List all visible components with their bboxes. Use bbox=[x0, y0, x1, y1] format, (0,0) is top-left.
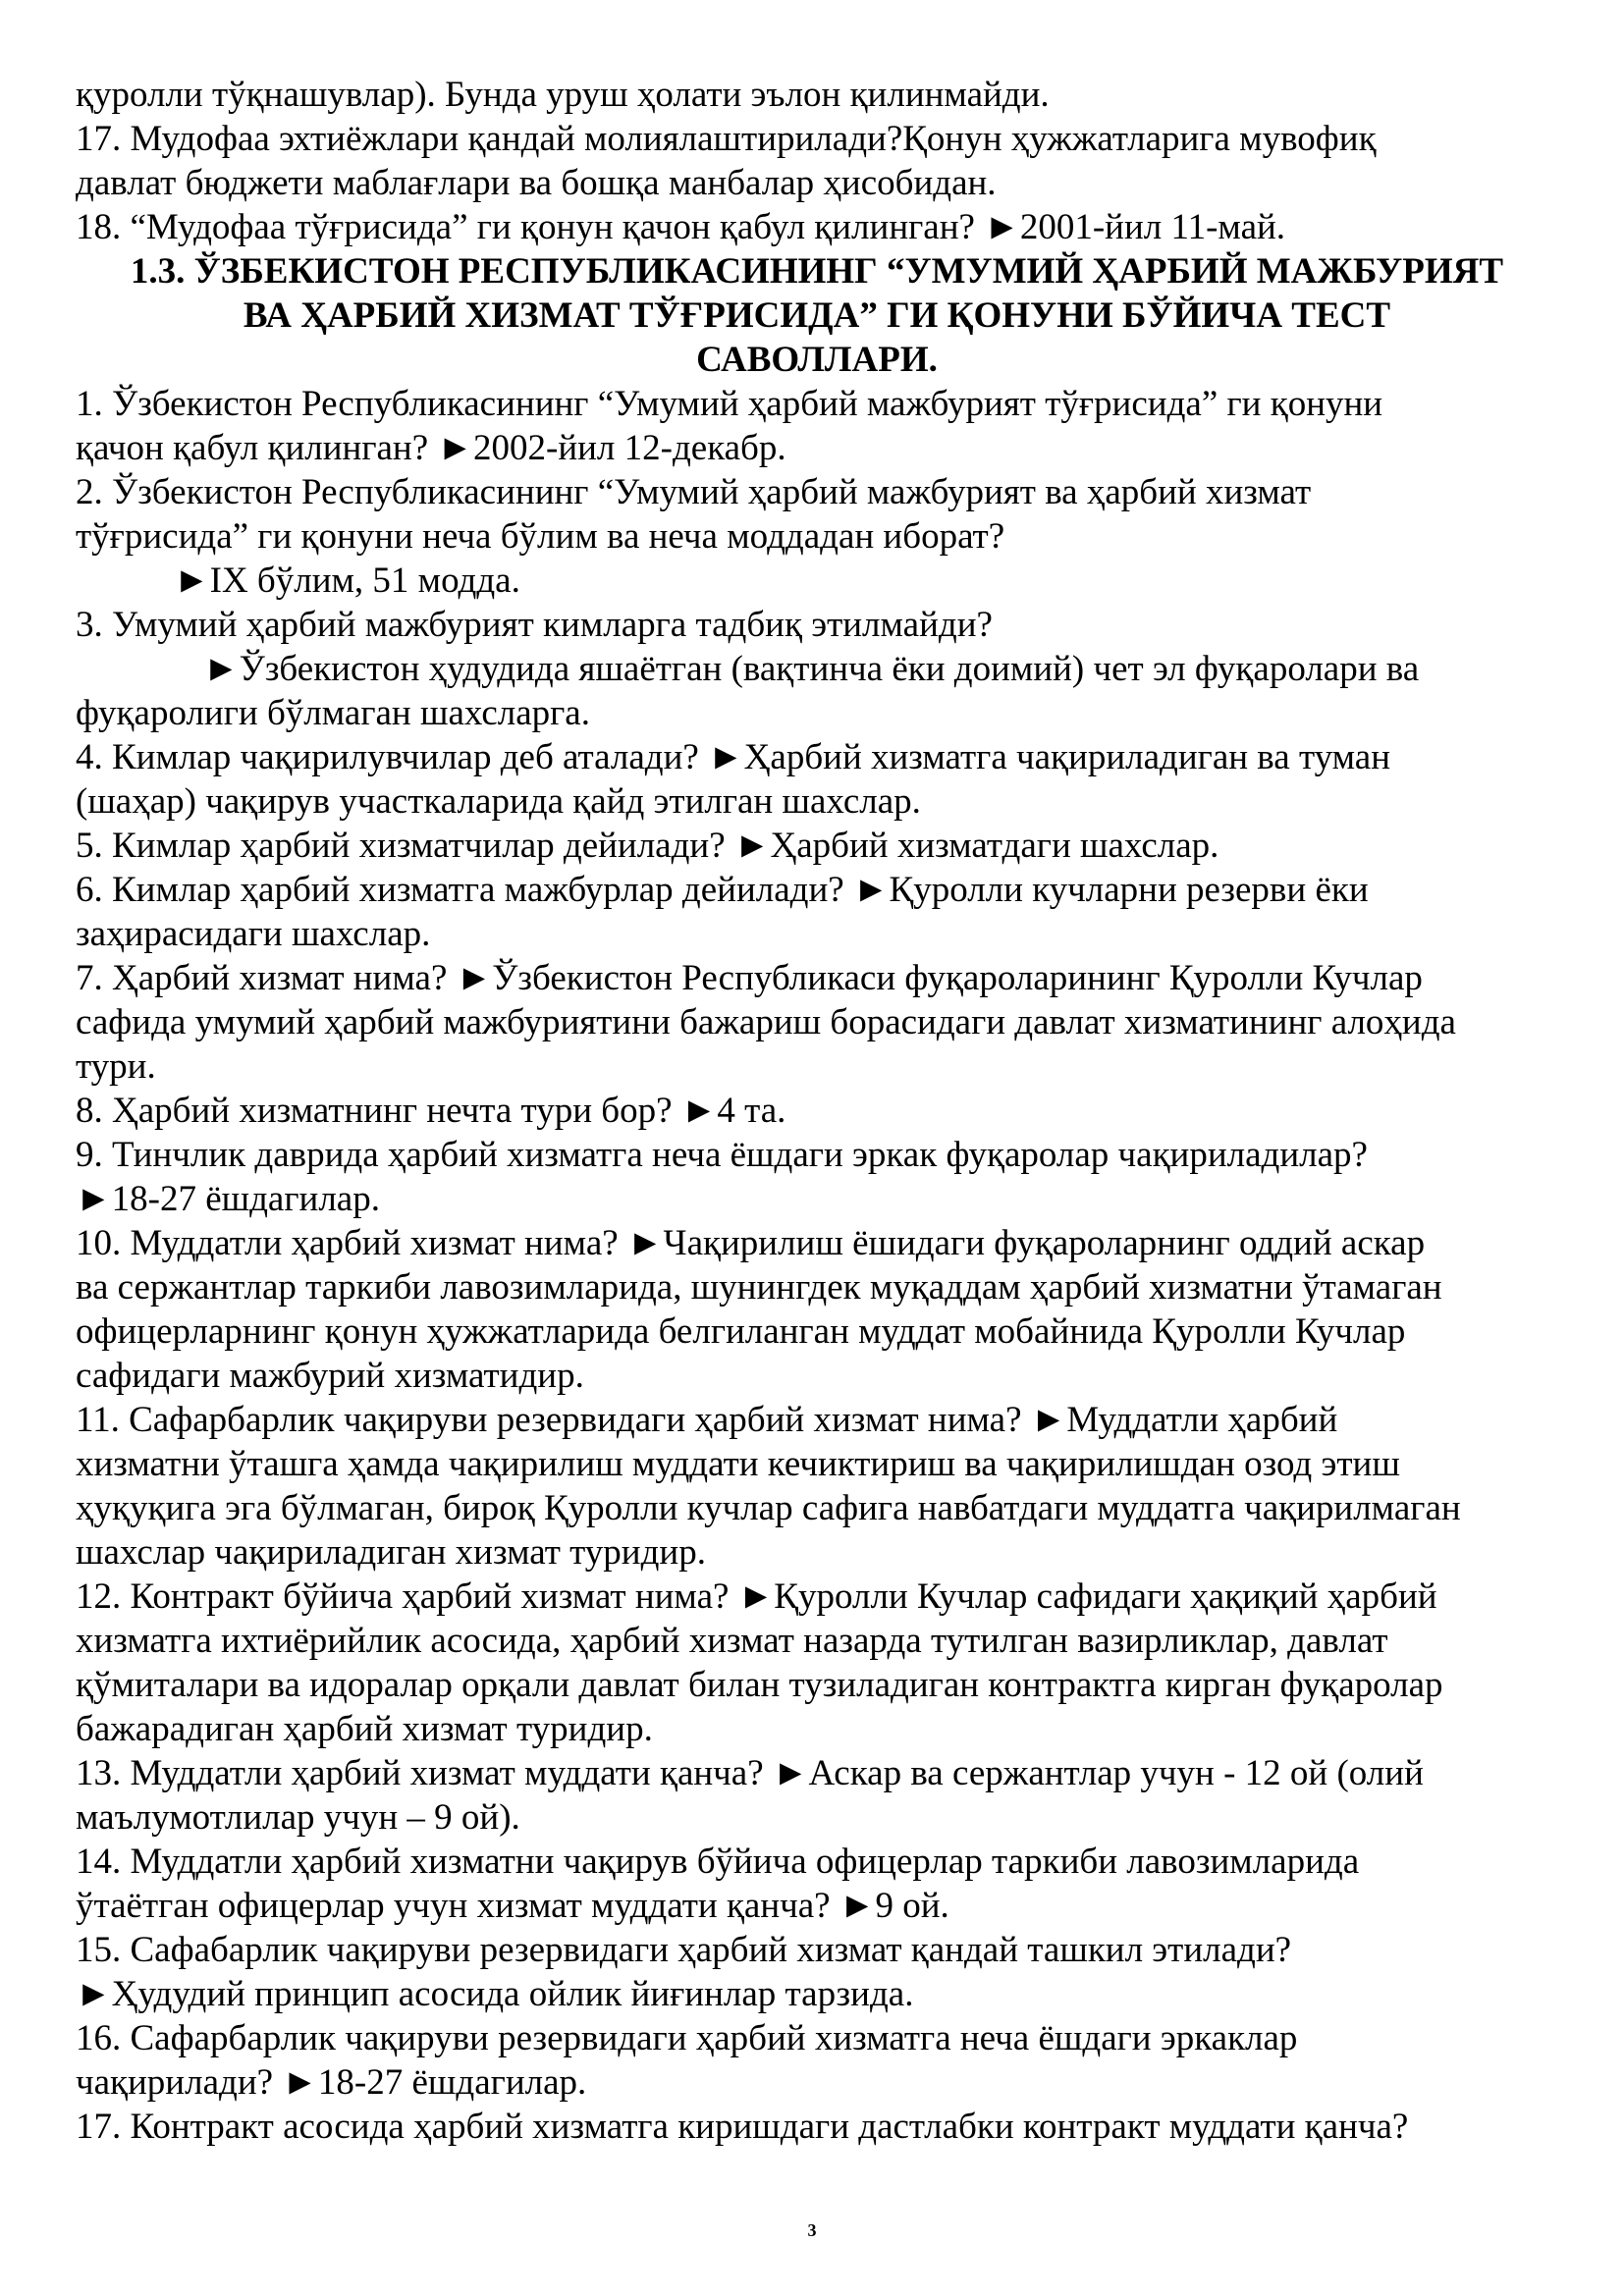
question-line: 9. Тинчлик даврида ҳарбий хизматга неча ёшдаги эркак фуқаролар чақириладилар? bbox=[76, 1135, 1368, 1175]
answer-line: тури. bbox=[76, 1046, 156, 1087]
page-number: 3 bbox=[807, 2220, 817, 2240]
answer-line: ►18-27 ёшдагилар. bbox=[76, 1179, 380, 1219]
document-page bbox=[76, 73, 1558, 2149]
answer-line: қачон қабул қилинган? ►2002-йил 12-декабр. bbox=[76, 428, 786, 468]
answer-line: ►Ҳудудий принцип асосида ойлик йиғинлар тарзида. bbox=[76, 1974, 914, 2014]
text-line: 17. Мудофаа эхтиёжлари қандай молиялаштирилади?Қонун ҳужжатларига мувофиқ bbox=[76, 119, 1377, 159]
text-line: давлат бюджети маблағлари ва бошқа манбалар ҳисобидан. bbox=[76, 163, 997, 203]
question-line: тўғрисида” ги қонуни неча бўлим ва неча моддадан иборат? bbox=[76, 516, 1005, 557]
answer-line: хизматни ўташга ҳамда чақирилиш муддати кечиктириш ва чақирилишдан озод этиш bbox=[76, 1444, 1400, 1484]
answer-line: сафида умумий ҳарбий мажбуриятини бажариш борасидаги давлат хизматининг алоҳида bbox=[76, 1002, 1456, 1042]
question-line: 15. Сафабарлик чақируви резервидаги ҳарбий хизмат қандай ташкил этилади? bbox=[76, 1930, 1292, 1970]
section-heading: ВА ҲАРБИЙ ХИЗМАТ ТЎҒРИСИДА” ГИ ҚОНУНИ БЎЙИЧА ТЕСТ bbox=[243, 295, 1391, 336]
answer-line: (шаҳар) чақирув участкаларида қайд этилган шахслар. bbox=[76, 781, 921, 822]
question-line: 6. Кимлар ҳарбий хизматга мажбурлар дейилади? ►Қуролли кучларни резерви ёки bbox=[76, 870, 1369, 910]
answer-line: фуқаролиги бўлмаган шахсларга. bbox=[76, 693, 590, 733]
answer-line: офицерларнинг қонун ҳужжатларида белгиланган муддат мобайнида Қуролли Кучлар bbox=[76, 1311, 1406, 1352]
question-line: 14. Муддатли ҳарбий хизматни чақирув бўйича офицерлар таркиби лавозимларида bbox=[76, 1842, 1360, 1882]
question-line: 1. Ўзбекистон Республикасининг “Умумий ҳарбий мажбурият тўғрисида” ги қонуни bbox=[76, 384, 1383, 424]
question-line: 12. Контракт бўйича ҳарбий хизмат нима? ►Қуролли Кучлар сафидаги ҳақиқий ҳарбий bbox=[76, 1576, 1437, 1617]
question-line: 10. Муддатли ҳарбий хизмат нима? ►Чақирилиш ёшидаги фуқароларнинг оддий аскар bbox=[76, 1223, 1426, 1263]
answer-line: ҳуқуқига эга бўлмаган, бироқ Қуролли кучлар сафига навбатдаги муддатга чақирилмаган bbox=[76, 1488, 1461, 1528]
answer-line: ва сержантлар таркиби лавозимларида, шунингдек муқаддам ҳарбий хизматни ўтамаган bbox=[76, 1267, 1442, 1308]
section-heading: 1.3. ЎЗБЕКИСТОН РЕСПУБЛИКАСИНИНГ “УМУМИЙ ҲАРБИЙ МАЖБУРИЯТ bbox=[130, 251, 1504, 292]
question-line: 11. Сафарбарлик чақируви резервидаги ҳарбий хизмат нима? ►Муддатли ҳарбий bbox=[76, 1400, 1338, 1440]
section-heading: САВОЛЛАРИ. bbox=[696, 340, 938, 380]
answer-line: чақирилади? ►18-27 ёшдагилар. bbox=[76, 2062, 587, 2103]
answer-line: ►Ўзбекистон ҳудудида яшаётган (вақтинча ёки доимий) чет эл фуқаролари ва bbox=[203, 649, 1420, 689]
question-line: 2. Ўзбекистон Республикасининг “Умумий ҳарбий мажбурият ва ҳарбий хизмат bbox=[76, 472, 1312, 512]
answer-line: сафидаги мажбурий хизматидир. bbox=[76, 1356, 584, 1396]
answer-line: қўмиталари ва идоралар орқали давлат билан тузиладиган контрактга кирган фуқаролар bbox=[76, 1665, 1443, 1705]
answer-line: хизматга ихтиёрийлик асосида, ҳарбий хизмат назарда тутилган вазирликлар, давлат bbox=[76, 1621, 1388, 1661]
question-line: 8. Ҳарбий хизматнинг нечта тури бор? ►4 та. bbox=[76, 1091, 786, 1131]
answer-line: заҳирасидаги шахслар. bbox=[76, 914, 431, 954]
text-line: қуролли тўқнашувлар). Бунда уруш ҳолати эълон қилинмайди. bbox=[76, 75, 1050, 115]
question-line: 7. Ҳарбий хизмат нима? ►Ўзбекистон Республикаси фуқароларининг Қуролли Кучлар bbox=[76, 958, 1423, 998]
answer-line: шахслар чақириладиган хизмат туридир. bbox=[76, 1532, 706, 1573]
question-line: 3. Умумий ҳарбий мажбурият кимларга тадбиқ этилмайди? bbox=[76, 605, 993, 645]
answer-line: маълумотлилар учун – 9 ой). bbox=[76, 1797, 520, 1838]
question-line: 4. Кимлар чақирилувчилар деб аталади? ►Ҳарбий хизматга чақириладиган ва туман bbox=[76, 737, 1391, 777]
answer-line: ►IX бўлим, 51 модда. bbox=[174, 561, 520, 601]
answer-line: бажарадиган ҳарбий хизмат туридир. bbox=[76, 1709, 653, 1749]
answer-line: ўтаётган офицерлар учун хизмат муддати қанча? ►9 ой. bbox=[76, 1886, 949, 1926]
question-line: 5. Кимлар ҳарбий хизматчилар дейилади? ►Ҳарбий хизматдаги шахслар. bbox=[76, 826, 1219, 866]
text-line: 18. “Мудофаа тўғрисида” ги қонун қачон қабул қилинган? ►2001-йил 11-май. bbox=[76, 207, 1286, 247]
question-line: 16. Сафарбарлик чақируви резервидаги ҳарбий хизматга неча ёшдаги эркаклар bbox=[76, 2018, 1298, 2058]
question-line: 13. Муддатли ҳарбий хизмат муддати қанча? ►Аскар ва сержантлар учун - 12 ой (олий bbox=[76, 1753, 1424, 1793]
question-line: 17. Контракт асосида ҳарбий хизматга киришдаги дастлабки контракт муддати қанча? bbox=[76, 2107, 1409, 2147]
